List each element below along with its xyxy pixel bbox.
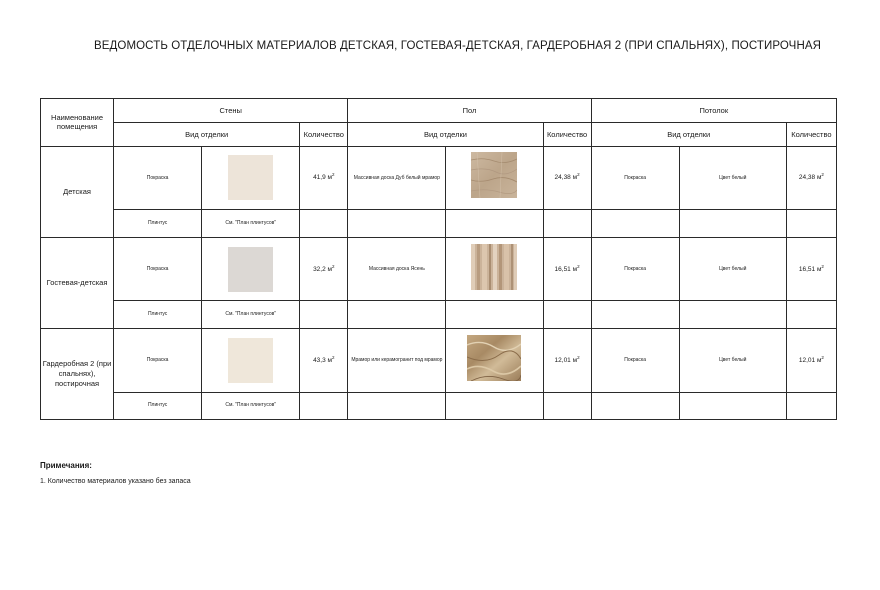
empty-cell: [300, 392, 348, 419]
wall-quantity: 43,3 $м^2$: [300, 328, 348, 392]
header-row-1: [41, 99, 837, 123]
empty-cell: [591, 210, 679, 237]
header-walls: Стены: [114, 99, 348, 123]
wall-color-swatch: [228, 155, 273, 200]
wall-finish: Покраска: [114, 237, 202, 301]
header-ceiling-quantity: Количество: [786, 123, 836, 146]
ceiling-finish: Покраска: [591, 237, 679, 301]
marble-texture: [467, 335, 521, 381]
ceiling-quantity: 16,51 $м^2$: [786, 237, 836, 301]
empty-cell: [786, 301, 836, 328]
document-title: ВЕДОМОСТЬ ОТДЕЛОЧНЫХ МАТЕРИАЛОВ ДЕТСКАЯ, ГОСТЕВАЯ-ДЕТСКАЯ, ГАРДЕРОБНАЯ 2 (ПРИ СПАЛЬНЯХ), ПОСТИРОЧНАЯ: [93, 40, 822, 52]
header-wall-finish-type: Вид отделки: [114, 123, 300, 146]
empty-cell: [543, 392, 591, 419]
empty-cell: [446, 301, 543, 328]
room-name: Детская: [41, 146, 114, 237]
skirting-label: Плинтус: [114, 392, 202, 419]
skirting-label: Плинтус: [114, 301, 202, 328]
header-ceiling-finish-type: Вид отделки: [591, 123, 786, 146]
empty-cell: [543, 301, 591, 328]
wall-color-swatch: [228, 247, 273, 292]
header-room: Наименование помещения: [41, 99, 114, 147]
empty-cell: [786, 210, 836, 237]
wall-swatch-cell: [202, 328, 300, 392]
floor-texture-cell: [446, 328, 543, 392]
ceiling-finish: Покраска: [591, 146, 679, 210]
empty-cell: [300, 210, 348, 237]
floor-texture-cell: [446, 146, 543, 210]
header-wall-quantity: Количество: [300, 123, 348, 146]
empty-cell: [679, 301, 786, 328]
skirting-label: Плинтус: [114, 210, 202, 237]
table-row: [41, 237, 837, 301]
skirting-reference: См. "План плинтусов": [202, 210, 300, 237]
floor-texture-cell: [446, 237, 543, 301]
wall-swatch-cell: [202, 237, 300, 301]
oak-white-marble-texture: [471, 152, 517, 198]
note-item: 1. Количество материалов указано без запаса: [40, 478, 191, 485]
header-row-2: [41, 123, 837, 146]
room-name: Гардеробная 2 (при спальнях), постирочная: [41, 328, 114, 419]
floor-finish: Мрамор или керамогранит под мрамор: [348, 328, 446, 392]
floor-finish: Массивная доска Дуб белый мрамор: [348, 146, 446, 210]
empty-cell: [300, 301, 348, 328]
floor-finish: Массивная доска Ясень: [348, 237, 446, 301]
floor-quantity: 12,01 $м^2$: [543, 328, 591, 392]
floor-quantity: 24,38 $м^2$: [543, 146, 591, 210]
table-row-skirting: [41, 301, 837, 328]
ceiling-color: Цвет белый: [679, 146, 786, 210]
empty-cell: [591, 301, 679, 328]
header-floor: Пол: [348, 99, 591, 123]
empty-cell: [446, 210, 543, 237]
wall-color-swatch: [228, 338, 273, 383]
empty-cell: [679, 210, 786, 237]
room-name: Гостевая-детская: [41, 237, 114, 328]
notes-section: [40, 461, 191, 485]
wall-finish: Покраска: [114, 328, 202, 392]
skirting-reference: См. "План плинтусов": [202, 392, 300, 419]
empty-cell: [543, 210, 591, 237]
empty-cell: [348, 392, 446, 419]
header-ceiling: Потолок: [591, 99, 836, 123]
empty-cell: [679, 392, 786, 419]
empty-cell: [446, 392, 543, 419]
empty-cell: [348, 210, 446, 237]
notes-title: Примечания:: [40, 461, 92, 470]
ceiling-quantity: 12,01 $м^2$: [786, 328, 836, 392]
wall-swatch-cell: [202, 146, 300, 210]
table-row: [41, 146, 837, 210]
empty-cell: [786, 392, 836, 419]
ash-wood-texture: [471, 244, 517, 290]
skirting-reference: См. "План плинтусов": [202, 301, 300, 328]
empty-cell: [348, 301, 446, 328]
finishing-materials-table: [40, 98, 837, 420]
ceiling-color: Цвет белый: [679, 328, 786, 392]
table-row: [41, 328, 837, 392]
wall-finish: Покраска: [114, 146, 202, 210]
ceiling-color: Цвет белый: [679, 237, 786, 301]
header-floor-finish-type: Вид отделки: [348, 123, 543, 146]
table-row-skirting: [41, 210, 837, 237]
header-floor-quantity: Количество: [543, 123, 591, 146]
table-row-skirting: [41, 392, 837, 419]
empty-cell: [591, 392, 679, 419]
wall-quantity: 41,9 $м^2$: [300, 146, 348, 210]
floor-quantity: 16,51 $м^2$: [543, 237, 591, 301]
ceiling-quantity: 24,38 $м^2$: [786, 146, 836, 210]
ceiling-finish: Покраска: [591, 328, 679, 392]
wall-quantity: 32,2 $м^2$: [300, 237, 348, 301]
